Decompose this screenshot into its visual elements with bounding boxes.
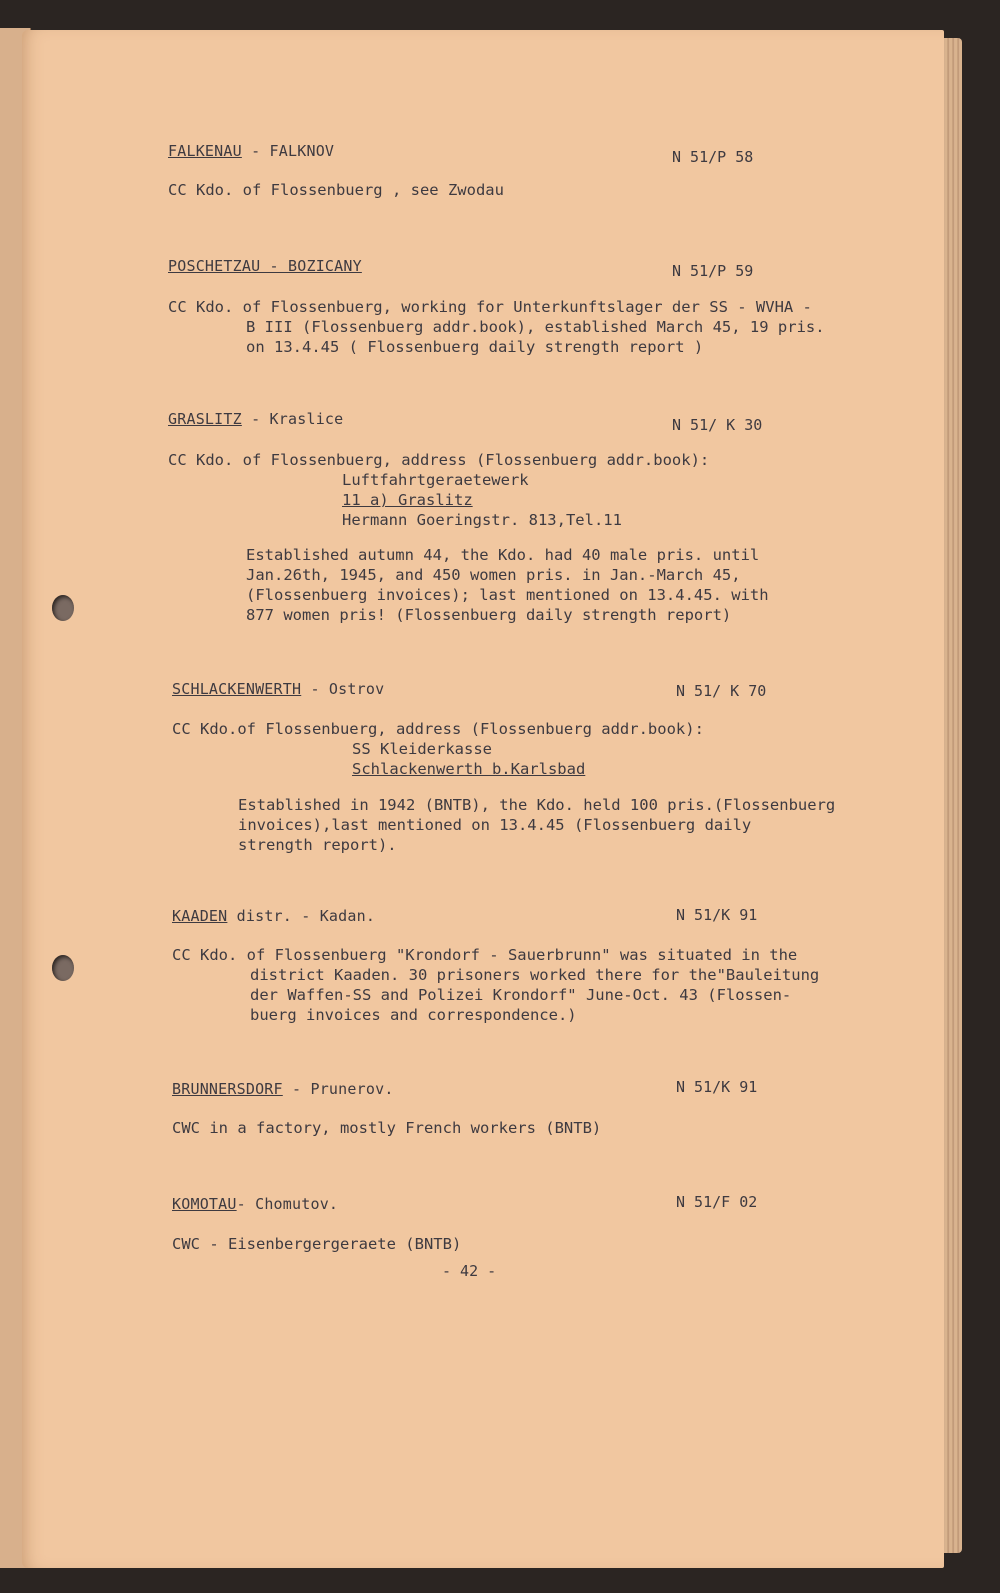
place-name: GRASLITZ bbox=[168, 410, 242, 428]
entry-text: Established autumn 44, the Kdo. had 40 male pris. until bbox=[246, 546, 760, 564]
file-code: N 51/P 59 bbox=[672, 262, 754, 280]
entry-heading bbox=[168, 142, 334, 160]
address-line: Schlackenwerth b.Karlsbad bbox=[352, 760, 586, 778]
entry-text: Jan.26th, 1945, and 450 women pris. in Jan.-March 45, bbox=[246, 566, 741, 584]
entry-text: district Kaaden. 30 prisoners worked there for the"Bauleitung bbox=[250, 966, 820, 984]
address-line: Hermann Goeringstr. 813,Tel.11 bbox=[342, 511, 622, 529]
entry-text: Established in 1942 (BNTB), the Kdo. held 100 pris.(Flossenbuerg bbox=[238, 796, 836, 814]
entry-text: CC Kdo. of Flossenbuerg, working for Unterkunftslager der SS - WVHA - bbox=[168, 298, 812, 316]
file-code: N 51/P 58 bbox=[672, 148, 754, 166]
czech-name: - Chomutov. bbox=[236, 1195, 339, 1213]
entry-heading bbox=[168, 257, 362, 275]
file-code: N 51/ K 30 bbox=[672, 416, 763, 434]
address-line: 11 a) Graslitz bbox=[342, 491, 473, 509]
entry-text: der Waffen-SS and Polizei Krondorf" June-Oct. 43 (Flossen- bbox=[250, 986, 792, 1004]
entry-text: CC Kdo. of Flossenbuerg, address (Flossenbuerg addr.book): bbox=[168, 451, 710, 469]
entry-text: invoices),last mentioned on 13.4.45 (Flossenbuerg daily bbox=[238, 816, 752, 834]
place-name: KAADEN bbox=[172, 907, 228, 925]
place-name: POSCHETZAU - BOZICANY bbox=[168, 257, 362, 275]
entry-heading bbox=[172, 907, 375, 925]
entry-text: CC Kdo.of Flossenbuerg, address (Flossenbuerg addr.book): bbox=[172, 720, 704, 738]
file-code: N 51/ K 70 bbox=[676, 682, 767, 700]
czech-name: distr. - Kadan. bbox=[227, 907, 376, 925]
entry-text: CC Kdo. of Flossenbuerg "Krondorf - Sauerbrunn" was situated in the bbox=[172, 946, 798, 964]
address-line: Luftfahrtgeraetewerk bbox=[342, 471, 529, 489]
place-name: BRUNNERSDORF bbox=[172, 1080, 283, 1098]
place-name: SCHLACKENWERTH bbox=[172, 680, 302, 698]
entry-heading bbox=[172, 680, 384, 698]
entry-text: CWC in a factory, mostly French workers (BNTB) bbox=[172, 1119, 602, 1137]
entry-text: CWC - Eisenbergergeraete (BNTB) bbox=[172, 1235, 462, 1253]
czech-name: - Kraslice bbox=[241, 410, 344, 428]
entry-text: 877 women pris! (Flossenbuerg daily strength report) bbox=[246, 606, 732, 624]
place-name: KOMOTAU bbox=[172, 1195, 237, 1213]
czech-name: - FALKNOV bbox=[241, 142, 335, 160]
entry-text: strength report). bbox=[238, 836, 397, 854]
entry-text: B III (Flossenbuerg addr.book), established March 45, 19 pris. bbox=[246, 318, 825, 336]
punch-hole bbox=[52, 955, 74, 981]
file-code: N 51/F 02 bbox=[676, 1193, 758, 1211]
entry-heading bbox=[172, 1080, 394, 1098]
entry-text: buerg invoices and correspondence.) bbox=[250, 1006, 577, 1024]
punch-hole bbox=[52, 595, 74, 621]
document-page bbox=[22, 30, 944, 1568]
place-name: FALKENAU bbox=[168, 142, 242, 160]
entry-heading bbox=[172, 1195, 338, 1213]
czech-name: - Ostrov bbox=[301, 680, 385, 698]
entry-text: on 13.4.45 ( Flossenbuerg daily strength report ) bbox=[246, 338, 704, 356]
entry-heading bbox=[168, 410, 343, 428]
entry-text: CC Kdo. of Flossenbuerg , see Zwodau bbox=[168, 181, 504, 199]
file-code: N 51/K 91 bbox=[676, 1078, 758, 1096]
file-code: N 51/K 91 bbox=[676, 906, 758, 924]
page-number: - 42 - bbox=[442, 1262, 497, 1280]
entry-text: (Flossenbuerg invoices); last mentioned on 13.4.45. with bbox=[246, 586, 769, 604]
address-line: SS Kleiderkasse bbox=[352, 740, 492, 758]
czech-name: - Prunerov. bbox=[282, 1080, 394, 1098]
